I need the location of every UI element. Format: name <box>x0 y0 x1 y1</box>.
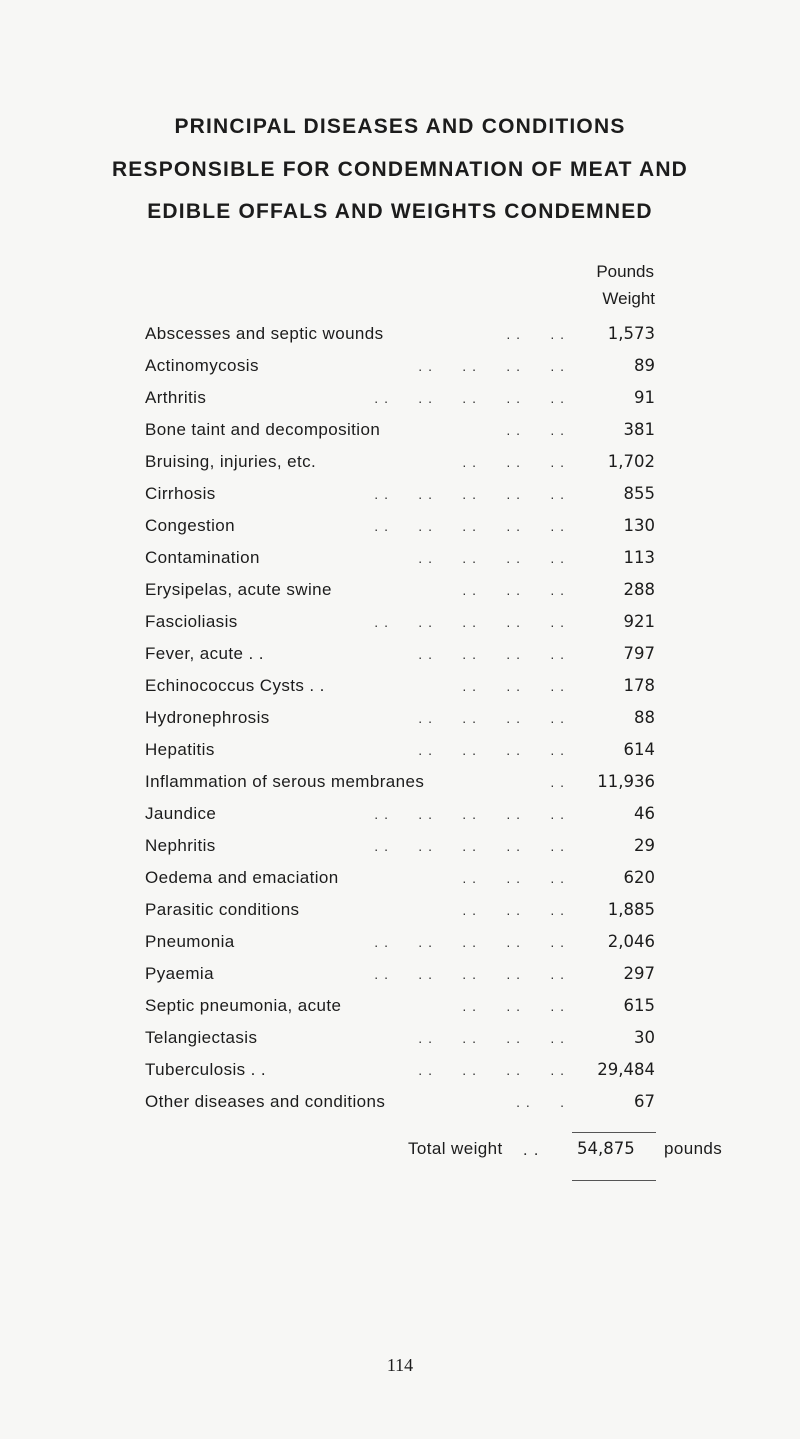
row-weight-value: 29,484 <box>597 1060 655 1079</box>
row-weight-value: 1,702 <box>607 452 655 471</box>
row-condition-name: Abscesses and septic wounds <box>145 324 384 343</box>
row-leader-dots: . . . . . . . . <box>418 646 565 662</box>
row-leader-dots: . . . . . . . . . . <box>374 486 565 502</box>
table-row <box>145 958 655 990</box>
table-row <box>145 382 655 414</box>
row-weight-value: 797 <box>623 644 655 663</box>
title-line-2: RESPONSIBLE FOR CONDEMNATION OF MEAT AND <box>111 158 689 181</box>
row-condition-name: Jaundice <box>145 804 217 823</box>
total-leader-dots: . . <box>523 1143 540 1159</box>
row-condition-name: Echinococcus Cysts . . <box>145 676 325 695</box>
row-leader-dots: . . . . . . . . . . <box>374 934 565 950</box>
row-condition-name: Pneumonia <box>145 932 235 951</box>
row-leader-dots: . . . . . . . . <box>418 742 565 758</box>
row-condition-name: Bone taint and decomposition <box>145 420 381 439</box>
table-row <box>145 702 655 734</box>
row-condition-name: Erysipelas, acute swine <box>145 580 332 599</box>
row-condition-name: Septic pneumonia, acute <box>145 996 342 1015</box>
row-weight-value: 30 <box>634 1028 655 1047</box>
row-leader-dots: . . . . . . <box>462 582 565 598</box>
table-row <box>145 798 655 830</box>
total-label: Total weight <box>408 1139 503 1158</box>
row-weight-value: 11,936 <box>597 772 655 791</box>
row-condition-name: Congestion <box>145 516 236 535</box>
row-weight-value: 88 <box>634 708 655 727</box>
table-row <box>145 318 655 350</box>
row-leader-dots: . . . . <box>506 326 565 342</box>
row-weight-value: 381 <box>623 420 655 439</box>
row-weight-value: 1,573 <box>607 324 655 343</box>
row-leader-dots: . . . . . . . . . . <box>374 966 565 982</box>
row-leader-dots: . . . . . . <box>462 902 565 918</box>
row-weight-value: 1,885 <box>607 900 655 919</box>
page-number: 114 <box>386 1355 414 1375</box>
row-condition-name: Nephritis <box>145 836 216 855</box>
row-weight-value: 29 <box>634 836 655 855</box>
row-condition-name: Fascioliasis <box>145 612 238 631</box>
table-row <box>145 734 655 766</box>
row-leader-dots: . . . . . . . . . . <box>374 390 565 406</box>
row-weight-value: 89 <box>634 356 655 375</box>
row-leader-dots: . . . . . . <box>462 454 565 470</box>
row-weight-value: 46 <box>634 804 655 823</box>
table-row <box>145 1086 655 1118</box>
row-leader-dots: . . . . . . <box>462 998 565 1014</box>
row-condition-name: Bruising, injuries, etc. <box>145 452 317 471</box>
row-weight-value: 620 <box>623 868 655 887</box>
total-rule-bottom <box>572 1180 656 1181</box>
row-leader-dots: . . . . . . <box>462 870 565 886</box>
table-row <box>145 894 655 926</box>
row-leader-dots: . . . . <box>506 422 565 438</box>
row-weight-value: 178 <box>623 676 655 695</box>
row-condition-name: Pyaemia <box>145 964 214 983</box>
row-condition-name: Oedema and emaciation <box>145 868 339 887</box>
table-row <box>145 926 655 958</box>
row-leader-dots: . . . . . . . . <box>418 358 565 374</box>
row-leader-dots: . . . . . . . . . . <box>374 518 565 534</box>
table-row <box>145 1054 655 1086</box>
table-row <box>145 830 655 862</box>
table-row <box>145 670 655 702</box>
row-leader-dots: . . . . . . . . . . <box>374 806 565 822</box>
row-leader-dots: . . . . . . . . <box>418 1062 565 1078</box>
table-row <box>145 766 655 798</box>
condemnation-table <box>145 318 655 1118</box>
row-condition-name: Other diseases and conditions <box>145 1092 386 1111</box>
row-condition-name: Tuberculosis . . <box>145 1060 267 1079</box>
row-weight-value: 855 <box>623 484 655 503</box>
row-weight-value: 288 <box>623 580 655 599</box>
total-rule-top <box>572 1132 656 1133</box>
table-row <box>145 862 655 894</box>
total-value: 54,875 <box>577 1139 635 1158</box>
row-leader-dots: . . . . . . . . . . <box>374 614 565 630</box>
table-row <box>145 510 655 542</box>
table-row <box>145 478 655 510</box>
row-weight-value: 615 <box>623 996 655 1015</box>
column-header-weight: Weight <box>602 289 655 308</box>
row-condition-name: Fever, acute . . <box>145 644 264 663</box>
table-row <box>145 574 655 606</box>
row-weight-value: 921 <box>623 612 655 631</box>
column-header-pounds: Pounds <box>596 262 654 281</box>
row-weight-value: 67 <box>634 1092 655 1111</box>
table-row <box>145 638 655 670</box>
row-condition-name: Telangiectasis <box>145 1028 258 1047</box>
table-row <box>145 542 655 574</box>
total-unit: pounds <box>664 1139 723 1158</box>
row-weight-value: 2,046 <box>607 932 655 951</box>
table-row <box>145 414 655 446</box>
table-row <box>145 990 655 1022</box>
row-condition-name: Actinomycosis <box>145 356 259 375</box>
row-leader-dots: . . . . . . . . <box>418 710 565 726</box>
table-row <box>145 1022 655 1054</box>
row-leader-dots: . . . <box>516 1094 565 1110</box>
row-condition-name: Hydronephrosis <box>145 708 270 727</box>
row-leader-dots: . . <box>550 774 565 790</box>
row-condition-name: Hepatitis <box>145 740 215 759</box>
row-condition-name: Parasitic conditions <box>145 900 300 919</box>
row-condition-name: Cirrhosis <box>145 484 216 503</box>
row-weight-value: 614 <box>623 740 655 759</box>
table-row <box>145 446 655 478</box>
row-leader-dots: . . . . . . . . . . <box>374 838 565 854</box>
row-condition-name: Inflammation of serous membranes <box>145 772 425 791</box>
title-line-1: PRINCIPAL DISEASES AND CONDITIONS <box>174 115 626 138</box>
table-row <box>145 350 655 382</box>
row-condition-name: Arthritis <box>145 388 207 407</box>
table-row <box>145 606 655 638</box>
row-leader-dots: . . . . . . . . <box>418 550 565 566</box>
row-weight-value: 130 <box>623 516 655 535</box>
row-leader-dots: . . . . . . . . <box>418 1030 565 1046</box>
row-leader-dots: . . . . . . <box>462 678 565 694</box>
title-line-3: EDIBLE OFFALS AND WEIGHTS CONDEMNED <box>147 200 653 223</box>
row-weight-value: 297 <box>623 964 655 983</box>
row-weight-value: 91 <box>634 388 655 407</box>
row-weight-value: 113 <box>623 548 655 567</box>
row-condition-name: Contamination <box>145 548 260 567</box>
